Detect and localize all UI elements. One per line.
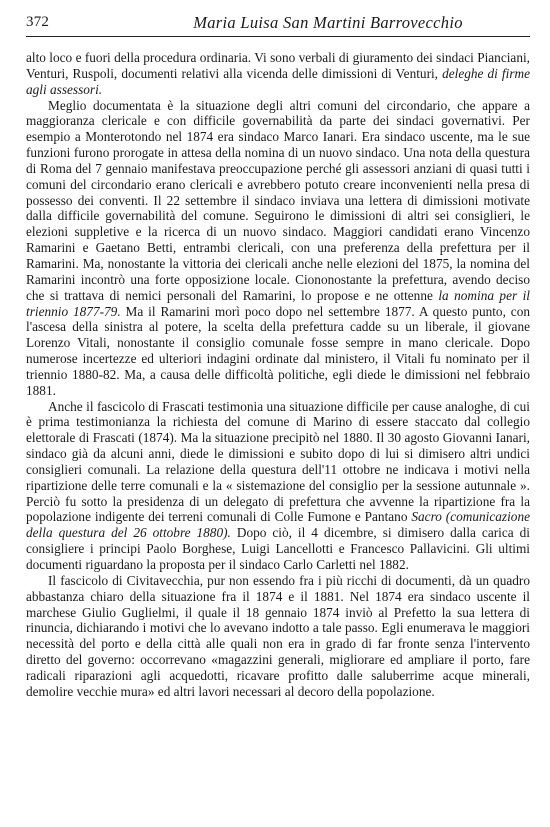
paragraph-civitavecchia	[26, 573, 530, 700]
text-run: Anche il fascicolo di Frascati testimonia una situazione difficile per cause analoghe, di cui è prima testimonianza la richiesta del comune di Marino di essere staccato dal collegio elettorale di Frascati (1874). Ma la situazione precipitò nel 1880. Il 30 agosto Giovanni Ianari, sindaco già da alcuni anni, diede le dimissioni e subito dopo di lui si dimisero altri undici consiglieri comunali. La relazione della questura dell'11 ottobre ne indicava i motivi nella ripartizione delle terre comunali e la « sistemazione del consiglio per la sessione autunnale ». Perciò fu sotto la presidenza di un delegato di prefettura che avvenne la ripartizione fra la popolazione indigente dei terreni comunali di Colle Fumone e Pantano	[26, 398, 530, 525]
paragraph-frascati	[26, 399, 530, 573]
italic-text-run: Sacro (comunicazione della questura del 26 ottobre 1880).	[26, 509, 530, 541]
text-run: alto loco e fuori della procedura ordinaria. Vi sono verbali di giuramento dei sindaci Pianciani, Venturi, Ruspoli, documenti relativi alla vicenda delle dimissioni di Venturi,	[26, 50, 530, 81]
text-run: Dopo ciò, il 4 dicembre, si dimisero dalla carica di consigliere i principi Paolo Borghese, Luigi Lancellotti e Francesco Pallavicini. Gli ultimi documenti riguardano la proposta per il sindaco Carlo Carletti nel 1882.	[26, 525, 530, 572]
paragraph-monterotondo	[26, 98, 530, 399]
text-run: Il fascicolo di Civitavecchia, pur non essendo fra i più ricchi di documenti, dà un quadro abbastanza chiaro della situazione fra il 1874 e il 1881. Nel 1874 era sindaco uscente il marchese Giulio Guglielmi, il quale il 18 gennaio 1874 inviò al Prefetto la sua lettera di rinuncia, dichiarando i motivi che lo avevano indotto a tale passo. Egli enumerava le maggiori necessità del porto e della città alle quali non era in grado di far fronte senza l'intervento diretto del governo: occorrevano «magazzini generali, migliorare ed ampliare il porto, fare radicali riparazioni agli acquedotti, ricavare profitto dalle saluberrime acque minerali, demolire vecchie mura» ed altri lavori necessari al decoro della popolazione.	[26, 572, 530, 699]
italic-text-run: la nomina per il triennio 1877-79.	[26, 287, 530, 319]
text-run: Meglio documentata è la situazione degli altri comuni del circondario, che appare a maggioranza clericale e con difficile governabilità da parte dei sindaci governativi. Per esempio a Monterotondo nel 1874 era sindaco Marco Ianari. Era sindaco uscente, ma le sue funzioni furono prorogate in attesa della nomina di un nuovo sindaco. Una nota della questura di Roma del 7 gennaio manifestava preoccupazione perché gli assessori anziani di quasi tutti i comuni del circondario erano clericali e avrebbero potuto creare inconvenienti nella presa di possesso dei conventi. Il 22 settembre il sindaco inviava una lettera di dimissioni motivate dalla difficile governabilità del comune. Seguirono le dimissioni di altri sei consiglieri, le elezioni suppletive e la ricerca di un nuovo sindaco. Maggiori candidati erano Vincenzo Ramarini e Gaetano Betti, entrambi clericali, con una preferenza della prefettura per il Ramarini. Ma, nonostante la vittoria dei clericali anche nelle elezioni del 1875, la nomina del Ramarini incontrò una forte opposizione locale. Ciononostante la prefettura, avendo deciso che si trattava di nemici personali del Ramarini, lo propose e ne ottenne	[26, 97, 530, 303]
page-number: 372	[26, 14, 50, 30]
body-text	[26, 50, 530, 700]
text-run: Ma il Ramarini morì poco dopo nel settembre 1877. A questo punto, con l'ascesa della sinistra al potere, la scelta della prefettura cadde su un liberale, il giovane Lorenzo Vitali, nonostante il consiglio comunale fosse sempre in mano clericale. Dopo numerose incertezze ed ulteriori indagini ordinate dal ministero, il Vitali fu nominato per il triennio 1880-82. Ma, a causa delle difficoltà politiche, egli diede le dimissioni nel febbraio 1881.	[26, 303, 531, 398]
page-header	[26, 10, 530, 37]
running-head-author: Maria Luisa San Martini Barrovecchio	[193, 13, 463, 32]
paragraph-continuation	[26, 50, 530, 98]
italic-text-run: deleghe di firme agli assessori.	[26, 65, 531, 97]
